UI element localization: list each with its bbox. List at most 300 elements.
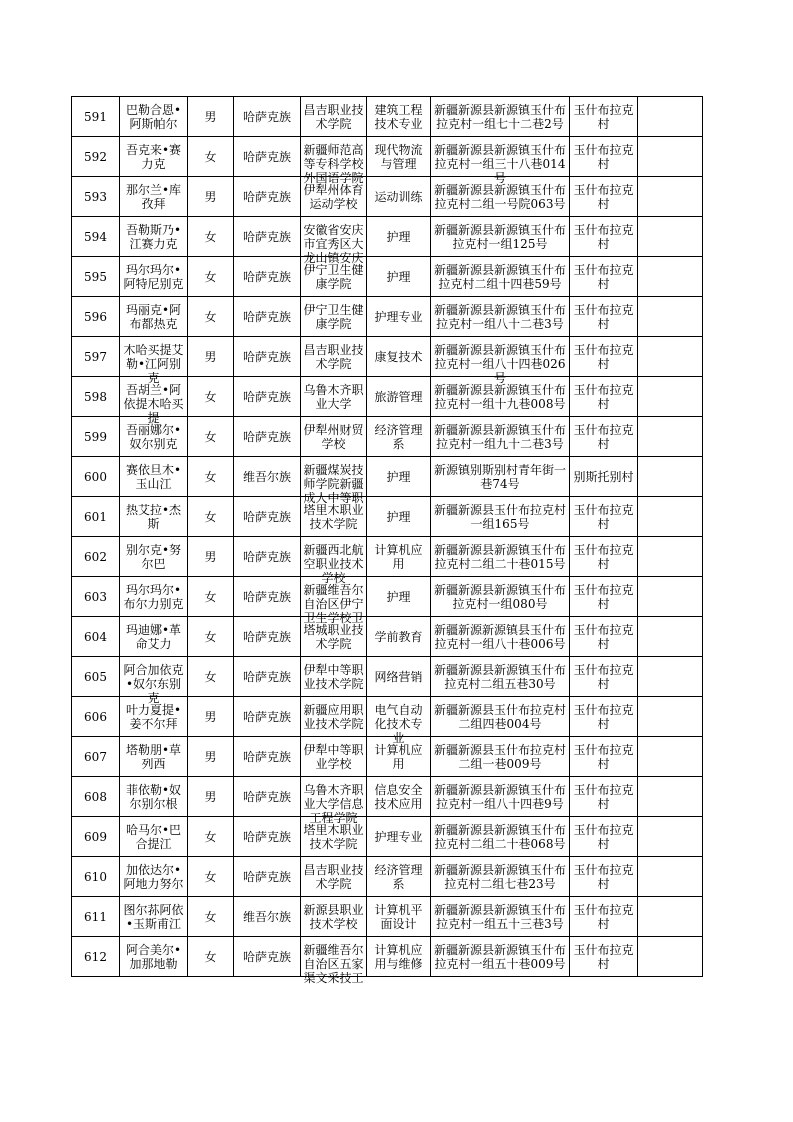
table-row [72,377,703,417]
table-row [72,657,703,697]
village-cell [570,297,638,337]
school-text: 新源县职业技术学校 [303,902,364,931]
address-text: 新疆新源县新源镇玉什布拉克村一组080号 [433,582,566,611]
address-cell [431,297,570,337]
school-cell [301,697,367,737]
row-number-text: 609 [84,829,107,844]
school-text: 伊宁卫生健康学院 [303,302,364,331]
address-text: 新疆新源县玉什布拉克村一组165号 [433,502,566,531]
school-cell [301,737,367,777]
row-number-text: 603 [84,589,107,604]
village-cell [570,137,638,177]
address-text: 新疆新源县新源镇玉什布拉克村二组二十巷015号 [433,542,566,571]
school-cell [301,417,367,457]
table-row [72,177,703,217]
table-row [72,97,703,137]
name-text: 阿合美尔•加那地勒 [125,942,182,971]
address-text: 新疆新源县新源镇玉什布拉克村一组125号 [433,222,566,251]
row-number-text: 592 [84,149,107,164]
village-text: 玉什布拉克村 [573,582,634,611]
major-cell [367,537,431,577]
row-number-cell [72,897,120,937]
address-text: 新疆新源县新源镇玉什布拉克村二组七巷23号 [433,862,566,891]
note-cell [638,577,703,617]
gender-cell [188,937,234,977]
row-number-cell [72,137,120,177]
name-cell [120,537,188,577]
address-text: 新疆新源县新源镇玉什布拉克村一组五十巷009号 [433,942,566,971]
school-cell [301,897,367,937]
gender-text: 男 [204,349,217,364]
note-cell [638,417,703,457]
row-number-text: 606 [84,709,107,724]
row-number-cell [72,177,120,217]
note-cell [638,737,703,777]
name-text: 哈马尔•巴合提江 [125,822,182,851]
address-text: 新疆新源县新源镇玉什布拉克村一组八十四巷026号 [433,342,566,385]
gender-cell [188,897,234,937]
table-row [72,817,703,857]
row-number-text: 608 [84,789,107,804]
school-text: 新疆应用职业技术学院 [303,702,364,731]
school-text: 伊犁中等职业学校 [303,742,364,771]
village-cell [570,697,638,737]
ethnicity-text: 哈萨克族 [242,389,291,404]
gender-cell [188,457,234,497]
major-text: 计算机应用 [374,542,423,571]
village-cell [570,617,638,657]
village-text: 玉什布拉克村 [573,382,634,411]
gender-cell [188,537,234,577]
ethnicity-text: 哈萨克族 [242,709,291,724]
table-row [72,257,703,297]
gender-text: 女 [204,949,217,964]
village-cell [570,937,638,977]
ethnicity-text: 哈萨克族 [242,589,291,604]
address-cell [431,257,570,297]
major-text: 护理 [386,469,411,484]
address-cell [431,937,570,977]
address-text: 新源镇别斯别村青年街一巷74号 [433,462,566,491]
row-number-cell [72,417,120,457]
note-cell [638,657,703,697]
gender-cell [188,177,234,217]
row-number-text: 607 [84,749,107,764]
note-cell [638,217,703,257]
village-text: 玉什布拉克村 [573,622,634,651]
gender-text: 男 [204,789,217,804]
village-text: 玉什布拉克村 [573,502,634,531]
major-text: 运动训练 [374,189,423,204]
village-text: 玉什布拉克村 [573,342,634,371]
major-cell [367,177,431,217]
roster-body [72,97,703,985]
row-number-text: 595 [84,269,107,284]
major-text: 学前教育 [374,629,423,644]
ethnicity-cell [234,897,301,937]
school-text: 新疆师范高等专科学校外国语学院 [303,142,364,185]
gender-text: 女 [204,429,217,444]
ethnicity-cell [234,297,301,337]
school-text: 新疆维吾尔自治区伊宁卫生学校卫 [303,582,364,625]
address-text: 新疆新源县玉什布拉克村二组一巷009号 [433,742,566,771]
row-number-text: 602 [84,549,107,564]
note-cell [638,497,703,537]
gender-cell [188,817,234,857]
name-cell [120,377,188,425]
gender-cell [188,657,234,697]
name-cell [120,577,188,617]
gender-text: 女 [204,829,217,844]
address-cell [431,777,570,817]
address-cell [431,337,570,385]
school-cell [301,377,367,417]
village-text: 玉什布拉克村 [573,182,634,211]
note-cell [638,857,703,897]
ethnicity-cell [234,137,301,177]
gender-text: 女 [204,589,217,604]
table-row [72,617,703,657]
ethnicity-text: 哈萨克族 [242,789,291,804]
school-cell [301,577,367,625]
name-text: 巴勒合恩•阿斯帕尔 [125,102,182,131]
major-cell [367,657,431,697]
school-cell [301,337,367,377]
table-row [72,697,703,737]
ethnicity-text: 哈萨克族 [242,629,291,644]
table-row [72,497,703,537]
school-cell [301,537,367,585]
ethnicity-cell [234,857,301,897]
name-cell [120,857,188,897]
address-cell [431,897,570,937]
address-cell [431,537,570,577]
note-cell [638,937,703,977]
major-cell [367,697,431,745]
gender-text: 女 [204,309,217,324]
row-number-cell [72,97,120,137]
ethnicity-text: 哈萨克族 [242,269,291,284]
ethnicity-cell [234,337,301,377]
ethnicity-cell [234,777,301,817]
major-text: 护理专业 [374,829,423,844]
school-cell [301,217,367,265]
note-cell [638,137,703,177]
address-cell [431,377,570,417]
table-row [72,777,703,817]
school-text: 塔城职业技术学院 [303,622,364,651]
address-cell [431,617,570,657]
row-number-text: 596 [84,309,107,324]
school-cell [301,857,367,897]
major-cell [367,337,431,377]
village-text: 玉什布拉克村 [573,942,634,971]
address-cell [431,857,570,897]
village-text: 玉什布拉克村 [573,262,634,291]
major-cell [367,497,431,537]
name-text: 玛尔玛尔•阿特尼别克 [123,262,184,291]
name-cell [120,697,188,737]
gender-cell [188,737,234,777]
major-cell [367,577,431,617]
gender-text: 女 [204,629,217,644]
village-cell [570,737,638,777]
address-cell [431,417,570,457]
name-text: 赛依旦木•玉山江 [125,462,182,491]
note-cell [638,297,703,337]
address-cell [431,217,570,257]
row-number-cell [72,217,120,257]
name-text: 吾克来•赛力克 [125,142,182,171]
address-cell [431,697,570,737]
school-cell [301,257,367,297]
school-cell [301,137,367,185]
village-text: 玉什布拉克村 [573,422,634,451]
note-cell [638,817,703,857]
row-number-cell [72,537,120,577]
village-text: 玉什布拉克村 [573,142,634,171]
ethnicity-text: 哈萨克族 [242,109,291,124]
major-cell [367,137,431,177]
major-text: 护理专业 [374,309,423,324]
name-cell [120,457,188,497]
note-cell [638,537,703,577]
major-text: 信息安全技术应用 [374,782,423,811]
gender-cell [188,337,234,377]
name-cell [120,257,188,297]
village-cell [570,97,638,137]
village-text: 玉什布拉克村 [573,102,634,131]
school-text: 新疆维吾尔自治区五家渠文采技工 [303,942,364,985]
table-row [72,937,703,977]
name-cell [120,337,188,385]
address-cell [431,497,570,537]
name-text: 别尔克•努尔巴 [125,542,182,571]
table-row [72,457,703,497]
name-text: 吾胡兰•阿依提木哈买提 [123,382,184,425]
school-cell [301,617,367,657]
major-cell [367,257,431,297]
village-cell [570,857,638,897]
name-text: 玛迪娜•革命艾力 [125,622,182,651]
name-text: 木哈买提艾勒•江阿别克 [123,342,184,385]
note-cell [638,697,703,737]
village-cell [570,457,638,497]
school-cell [301,497,367,537]
major-cell [367,377,431,417]
address-cell [431,177,570,217]
major-text: 护理 [386,269,411,284]
village-cell [570,537,638,577]
gender-cell [188,697,234,737]
gender-cell [188,417,234,457]
row-number-text: 599 [84,429,107,444]
school-text: 塔里木职业技术学院 [303,822,364,851]
ethnicity-text: 哈萨克族 [242,189,291,204]
name-text: 加依达尔•阿地力努尔 [123,862,184,891]
address-text: 新疆新源县新源镇玉什布拉克村一组八十二巷3号 [433,302,566,331]
address-text: 新疆新源县新源镇玉什布拉克村一组五十三巷3号 [433,902,566,931]
row-number-text: 593 [84,189,107,204]
address-text: 新疆新源县新源镇玉什布拉克村二组十四巷59号 [433,262,566,291]
ethnicity-cell [234,217,301,257]
ethnicity-text: 哈萨克族 [242,949,291,964]
major-cell [367,417,431,457]
ethnicity-text: 哈萨克族 [242,149,291,164]
address-cell [431,457,570,497]
name-text: 热艾拉•杰斯 [125,502,182,531]
village-text: 玉什布拉克村 [573,302,634,331]
village-cell [570,497,638,537]
school-text: 新疆西北航空职业技术学校 [303,542,364,585]
note-cell [638,777,703,817]
major-text: 现代物流与管理 [374,142,423,171]
table-row [72,217,703,257]
table-row [72,337,703,377]
village-text: 玉什布拉克村 [573,222,634,251]
village-text: 玉什布拉克村 [573,742,634,771]
major-cell [367,897,431,937]
major-text: 旅游管理 [374,389,423,404]
gender-cell [188,777,234,817]
ethnicity-cell [234,697,301,737]
name-text: 图尔荪阿依•玉斯甫江 [123,902,184,931]
gender-text: 男 [204,549,217,564]
row-number-cell [72,497,120,537]
ethnicity-cell [234,657,301,697]
name-text: 阿合加依克•奴尔东别克 [123,662,184,705]
village-text: 玉什布拉克村 [573,702,634,731]
name-cell [120,177,188,217]
ethnicity-text: 哈萨克族 [242,869,291,884]
row-number-cell [72,857,120,897]
name-text: 吾丽娜尔•奴尔别克 [125,422,182,451]
gender-text: 女 [204,229,217,244]
gender-text: 女 [204,669,217,684]
gender-text: 女 [204,469,217,484]
row-number-cell [72,457,120,497]
village-cell [570,777,638,817]
gender-text: 男 [204,109,217,124]
gender-cell [188,617,234,657]
name-cell [120,897,188,937]
village-cell [570,217,638,257]
name-cell [120,777,188,817]
row-number-cell [72,617,120,657]
address-text: 新疆新源县新源镇玉什布拉克村二组一号院063号 [433,182,566,211]
name-cell [120,217,188,257]
name-cell [120,737,188,777]
ethnicity-cell [234,617,301,657]
school-cell [301,297,367,337]
major-text: 经济管理系 [374,422,423,451]
note-cell [638,177,703,217]
school-text: 塔里木职业技术学院 [303,502,364,531]
address-text: 新疆新源县新源镇玉什布拉克村一组七十二巷2号 [433,102,566,131]
school-cell [301,97,367,137]
village-cell [570,817,638,857]
major-text: 计算机平面设计 [374,902,423,931]
table-row [72,897,703,937]
ethnicity-text: 哈萨克族 [242,509,291,524]
name-cell [120,417,188,457]
ethnicity-text: 维吾尔族 [242,909,291,924]
school-text: 安徽省安庆市宜秀区大龙山镇安庆 [303,222,364,265]
ethnicity-text: 哈萨克族 [242,749,291,764]
ethnicity-cell [234,177,301,217]
address-cell [431,577,570,617]
note-cell [638,377,703,417]
note-cell [638,337,703,377]
school-text: 乌鲁木齐职业大学 [303,382,364,411]
village-cell [570,257,638,297]
name-text: 玛尔玛尔•布尔力别克 [123,582,184,611]
table-row [72,537,703,577]
village-cell [570,177,638,217]
school-text: 伊犁州体育运动学校 [303,182,364,211]
name-cell [120,97,188,137]
gender-text: 女 [204,869,217,884]
row-number-cell [72,817,120,857]
village-text: 玉什布拉克村 [573,782,634,811]
major-cell [367,97,431,137]
major-text: 电气自动化技术专业 [374,702,423,745]
school-cell [301,177,367,217]
row-number-text: 591 [84,109,107,124]
village-cell [570,897,638,937]
village-cell [570,657,638,697]
table-row [72,577,703,617]
address-text: 新疆新源县新源镇玉什布拉克村一组八十四巷9号 [433,782,566,811]
major-text: 护理 [386,229,411,244]
ethnicity-text: 哈萨克族 [242,829,291,844]
table-row [72,417,703,457]
table-row [72,297,703,337]
major-cell [367,297,431,337]
ethnicity-cell [234,577,301,617]
school-text: 伊犁中等职业技术学院 [303,662,364,691]
major-text: 护理 [386,509,411,524]
school-text: 昌吉职业技术学院 [303,102,364,131]
ethnicity-cell [234,417,301,457]
school-text: 伊犁州财贸学校 [303,422,364,451]
village-text: 玉什布拉克村 [573,662,634,691]
table-row [72,857,703,897]
address-cell [431,817,570,857]
name-text: 那尔兰•库孜拜 [125,182,182,211]
row-number-cell [72,937,120,977]
gender-cell [188,297,234,337]
gender-cell [188,377,234,417]
ethnicity-text: 维吾尔族 [242,469,291,484]
major-text: 计算机应用与维修 [374,942,423,971]
ethnicity-text: 哈萨克族 [242,669,291,684]
gender-cell [188,857,234,897]
major-cell [367,937,431,977]
village-text: 玉什布拉克村 [573,902,634,931]
row-number-cell [72,737,120,777]
row-number-cell [72,337,120,377]
name-text: 塔勒朋•草列西 [125,742,182,771]
address-cell [431,737,570,777]
major-cell [367,217,431,257]
village-cell [570,577,638,617]
name-cell [120,817,188,857]
major-text: 网络营销 [374,669,423,684]
name-text: 玛丽克•阿布都热克 [125,302,182,331]
row-number-cell [72,377,120,417]
major-cell [367,737,431,777]
